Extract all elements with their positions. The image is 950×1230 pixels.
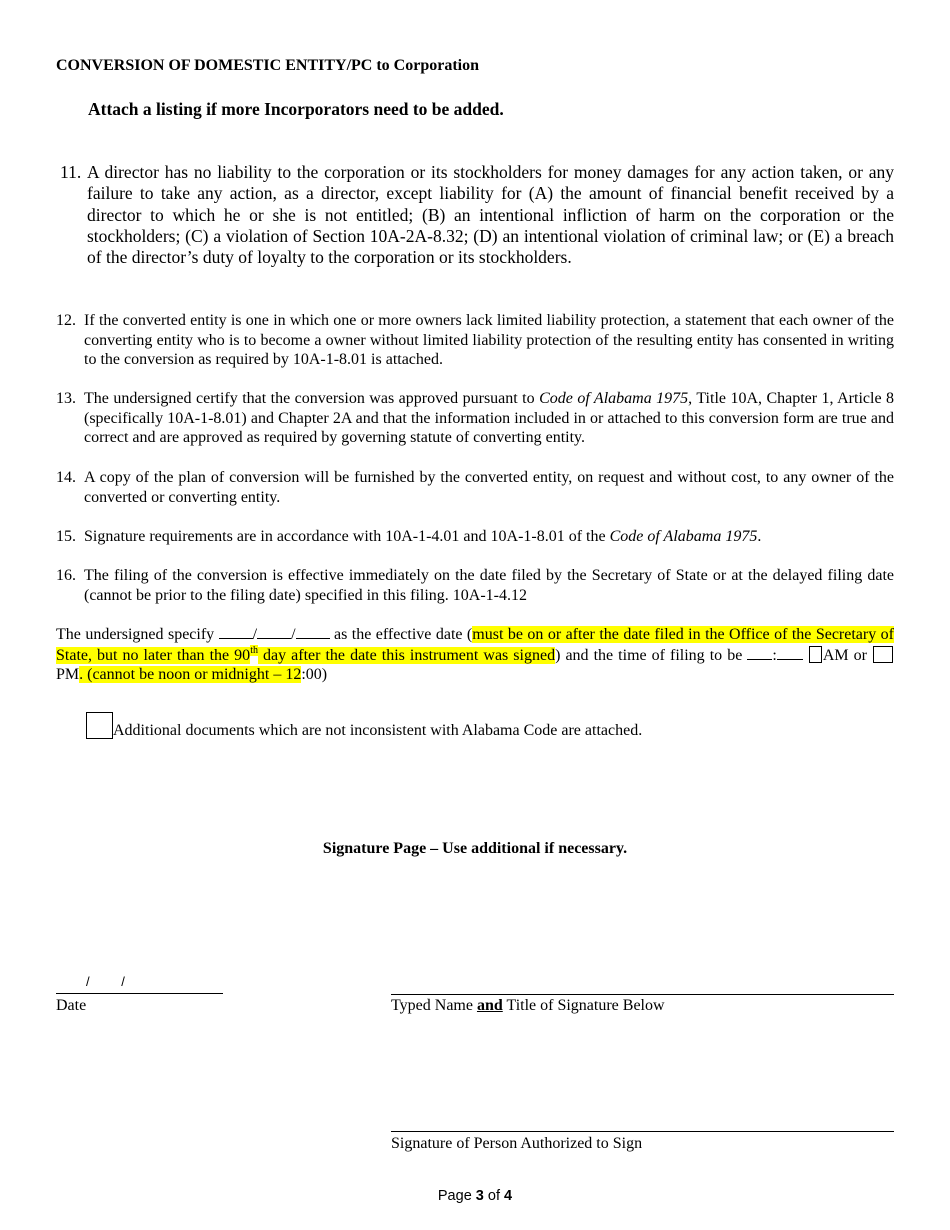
typed-name-line[interactable] — [391, 994, 894, 995]
effective-day-blank[interactable] — [257, 624, 291, 639]
list-item-11 — [60, 162, 894, 268]
list-item-12 — [56, 311, 894, 370]
item-number: 14. — [56, 469, 76, 486]
item-text: If the converted entity is one in which one or more owners lack limited liability protection, a statement that each owner of the converting entity who is to become a owner without limited liability protection of the resulting entity has consented in writing to the conversion as required by 10A-1-8.01 is attached. — [84, 312, 894, 368]
am-label: AM or — [822, 646, 873, 664]
date-slashes: / / — [86, 974, 125, 989]
typed-name-label: Typed Name and Title of Signature Below — [391, 997, 665, 1014]
page-footer: Page 3 of 4 — [437, 1188, 513, 1204]
code-citation: Code of Alabama 1975 — [609, 528, 758, 545]
item-number: 13. — [56, 390, 76, 407]
current-page-number: 3 — [475, 1188, 484, 1204]
item-text: The filing of the conversion is effective immediately on the date filed by the Secretary of State or at the delayed filing date (cannot be prior to the filing date) specified in this filing. 10A-1-4.12 — [84, 567, 894, 604]
additional-documents-label: Additional documents which are not inconsistent with Alabama Code are attached. — [113, 722, 643, 739]
signature-label: Signature of Person Authorized to Sign — [391, 1135, 643, 1152]
item-number: 11. — [60, 162, 82, 182]
pm-checkbox[interactable] — [873, 646, 893, 663]
time-hour-blank[interactable] — [747, 645, 772, 660]
highlight-date-rule: must be on or after the date filed in the Office of the Secretary of State, but no later than the 90 — [56, 626, 895, 664]
date-line[interactable] — [56, 993, 223, 994]
list-item-14 — [56, 468, 894, 507]
item-number: 15. — [56, 528, 76, 545]
effective-year-blank[interactable] — [296, 624, 330, 639]
effective-date-paragraph: The undersigned specify / / as the effective date (must be on or after the date filed in the Office of the Secretary of State, but no later than the 90th day after the date this instrument was signed) and the time of filing to be : AM or PM. (cannot be noon or midnight – 12:00) — [56, 626, 895, 683]
item-text: A copy of the plan of conversion will be furnished by the converted entity, on request and without cost, to any owner of the converted or converting entity. — [84, 469, 894, 506]
highlight-time-rule: . (cannot be noon or midnight – 12 — [79, 666, 302, 683]
item-number: 16. — [56, 567, 76, 584]
document-header: CONVERSION OF DOMESTIC ENTITY/PC to Corporation — [56, 57, 479, 74]
item-text: A director has no liability to the corporation or its stockholders for money damages for any action taken, or any failure to take any action, as a director, except liability for (A) the amount of financial benefit received by a director to which he or she is not entitled; (B) an intentional infliction of harm on the corporation or the stockholders; (C) a violation of Section 10A-2A-8.32; (D) an intentional violation of criminal law; or (E) a breach of the director’s duty of loyalty to the corporation or its stockholders. — [87, 162, 894, 268]
pm-label: PM — [56, 666, 80, 683]
total-page-number: 4 — [504, 1188, 513, 1204]
signature-page-heading: Signature Page – Use additional if necessary. — [322, 840, 628, 857]
additional-documents-checkbox[interactable] — [86, 712, 113, 739]
code-citation: Code of Alabama 1975 — [539, 390, 689, 407]
effective-month-blank[interactable] — [219, 624, 253, 639]
signature-line[interactable] — [391, 1131, 894, 1132]
item-text: The undersigned certify that the conversion was approved pursuant to Code of Alabama 1975, Title 10A, Chapter 1, Article 8 (specifically 10A-1-8.01) and Chapter 2A and that the information included in or attached to this conversion form are true and correct and are approved as required by governing statute of converting entity. — [84, 390, 895, 446]
date-label: Date — [56, 997, 87, 1014]
list-item-13 — [56, 389, 894, 448]
additional-documents-row — [86, 712, 642, 739]
time-minute-blank[interactable] — [777, 645, 803, 660]
item-number: 12. — [56, 312, 76, 329]
am-checkbox[interactable] — [809, 646, 822, 663]
item-text: Signature requirements are in accordance with 10A-1-4.01 and 10A-1-8.01 of the Code of Alabama 1975. — [84, 528, 762, 545]
attach-listing-note: Attach a listing if more Incorporators need to be added. — [88, 99, 504, 119]
list-item-16 — [56, 566, 894, 605]
list-item-15 — [56, 527, 894, 547]
